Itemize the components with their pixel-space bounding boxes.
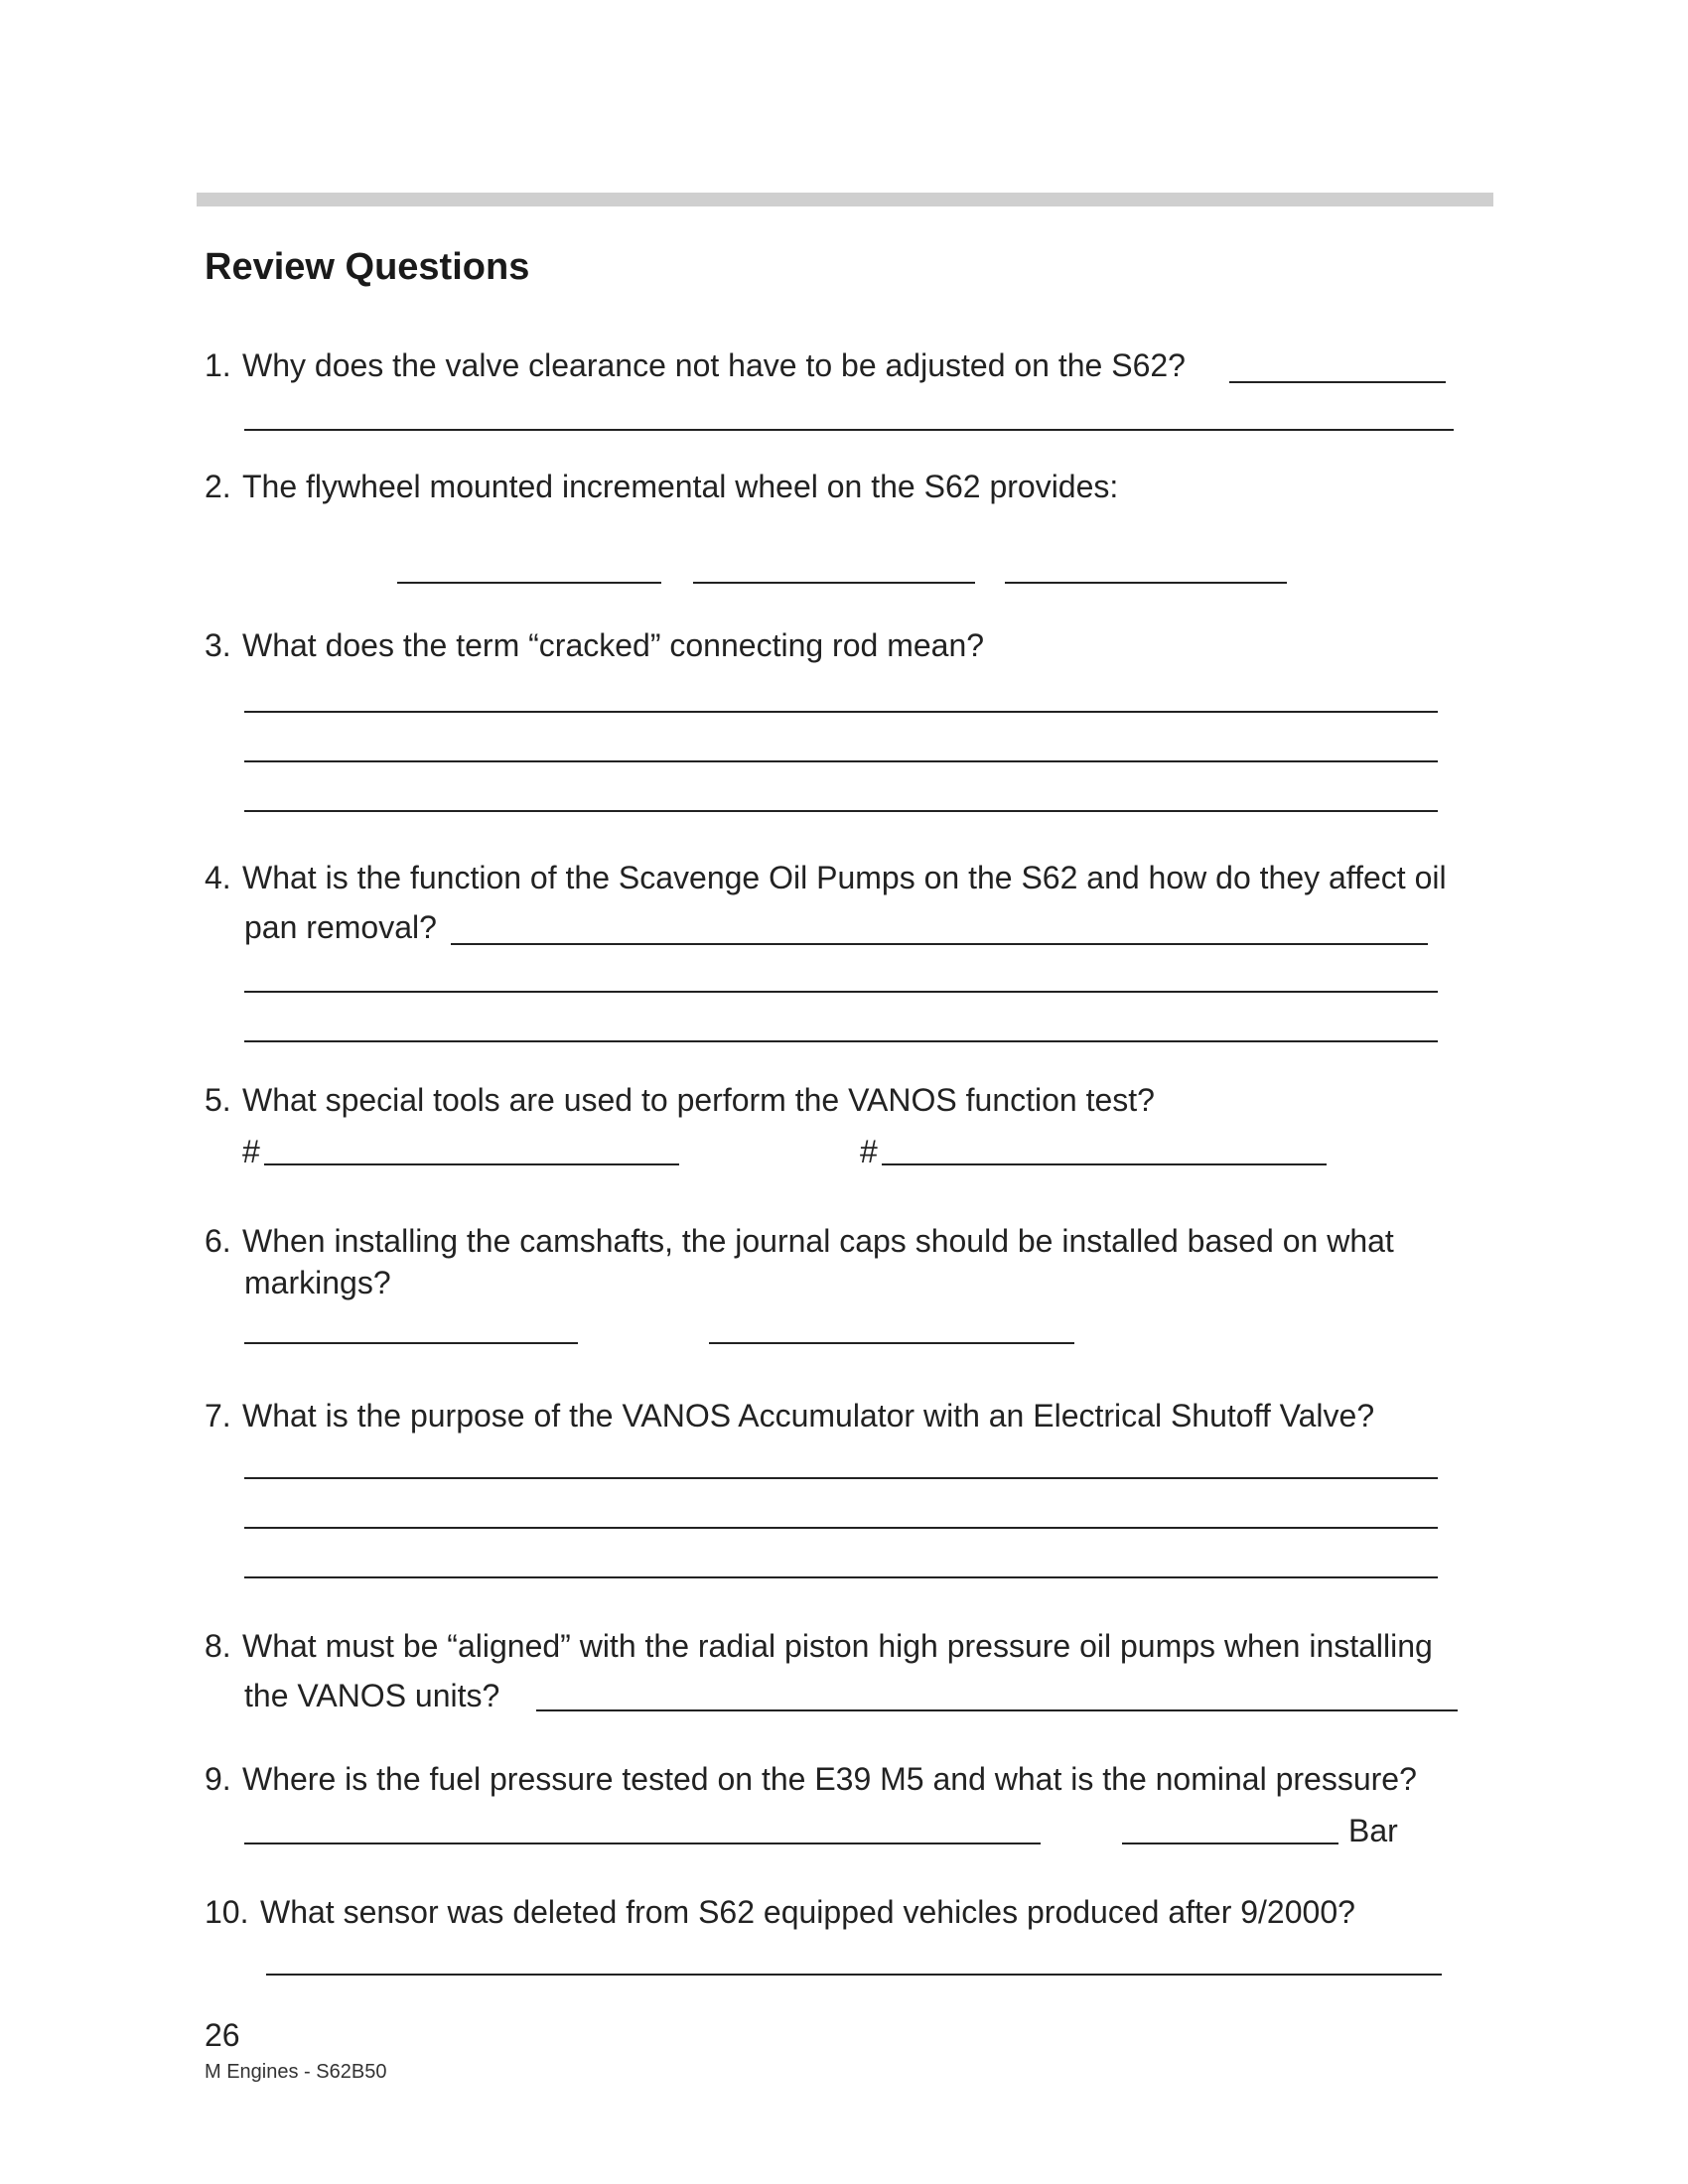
question-5-number: 5. xyxy=(205,1082,231,1118)
question-9-text: Where is the fuel pressure tested on the E39 M5 and what is the nominal pressure? xyxy=(242,1761,1417,1797)
answer-line-3c[interactable] xyxy=(244,810,1438,812)
answer-line-6b[interactable] xyxy=(709,1342,1074,1344)
question-10-number: 10. xyxy=(205,1894,249,1930)
question-4-text-continued: pan removal? xyxy=(244,909,437,945)
page-number: 26 xyxy=(205,2017,240,2053)
answer-line-9b[interactable] xyxy=(1122,1843,1338,1844)
page-title: Review Questions xyxy=(205,246,530,288)
footer-text: M Engines - S62B50 xyxy=(205,2061,387,2083)
answer-line-1a[interactable] xyxy=(1229,381,1446,383)
answer-line-7c[interactable] xyxy=(244,1576,1438,1578)
answer-line-7a[interactable] xyxy=(244,1477,1438,1479)
answer-line-7b[interactable] xyxy=(244,1527,1438,1529)
pressure-unit-label: Bar xyxy=(1348,1813,1398,1848)
answer-line-3a[interactable] xyxy=(244,711,1438,713)
question-4-text: What is the function of the Scavenge Oil Pumps on the S62 and how do they affect oil xyxy=(242,860,1447,895)
tool-number-prefix-a: # xyxy=(242,1134,260,1169)
question-7-text: What is the purpose of the VANOS Accumulator with an Electrical Shutoff Valve? xyxy=(242,1398,1375,1433)
question-6-text-continued: markings? xyxy=(244,1265,391,1300)
answer-line-4a[interactable] xyxy=(451,943,1428,945)
question-9-number: 9. xyxy=(205,1761,231,1797)
answer-line-4b[interactable] xyxy=(244,991,1438,993)
answer-line-3b[interactable] xyxy=(244,760,1438,762)
question-5-text: What special tools are used to perform the VANOS function test? xyxy=(242,1082,1155,1118)
answer-line-10[interactable] xyxy=(266,1974,1442,1976)
top-divider-bar xyxy=(197,193,1493,206)
answer-line-5b[interactable] xyxy=(882,1163,1327,1165)
question-3-text: What does the term “cracked” connecting rod mean? xyxy=(242,627,985,663)
question-4-number: 4. xyxy=(205,860,231,895)
question-2-number: 2. xyxy=(205,469,231,504)
question-7-number: 7. xyxy=(205,1398,231,1433)
answer-line-1b[interactable] xyxy=(244,429,1454,431)
question-8-text-continued: the VANOS units? xyxy=(244,1678,500,1713)
answer-line-6a[interactable] xyxy=(244,1342,578,1344)
tool-number-prefix-b: # xyxy=(860,1134,878,1169)
answer-line-2c[interactable] xyxy=(1005,582,1287,584)
question-6-text: When installing the camshafts, the journal caps should be installed based on what xyxy=(242,1223,1394,1259)
question-2-text: The flywheel mounted incremental wheel on the S62 provides: xyxy=(242,469,1119,504)
answer-line-2a[interactable] xyxy=(397,582,661,584)
question-6-number: 6. xyxy=(205,1223,231,1259)
question-8-number: 8. xyxy=(205,1628,231,1664)
question-3-number: 3. xyxy=(205,627,231,663)
answer-line-8[interactable] xyxy=(536,1709,1458,1711)
answer-line-9a[interactable] xyxy=(244,1843,1041,1844)
answer-line-5a[interactable] xyxy=(264,1163,679,1165)
question-1-text: Why does the valve clearance not have to be adjusted on the S62? xyxy=(242,347,1186,383)
answer-line-4c[interactable] xyxy=(244,1040,1438,1042)
question-1-number: 1. xyxy=(205,347,231,383)
answer-line-2b[interactable] xyxy=(693,582,975,584)
question-8-text: What must be “aligned” with the radial piston high pressure oil pumps when installing xyxy=(242,1628,1433,1664)
question-10-text: What sensor was deleted from S62 equipped vehicles produced after 9/2000? xyxy=(260,1894,1355,1930)
